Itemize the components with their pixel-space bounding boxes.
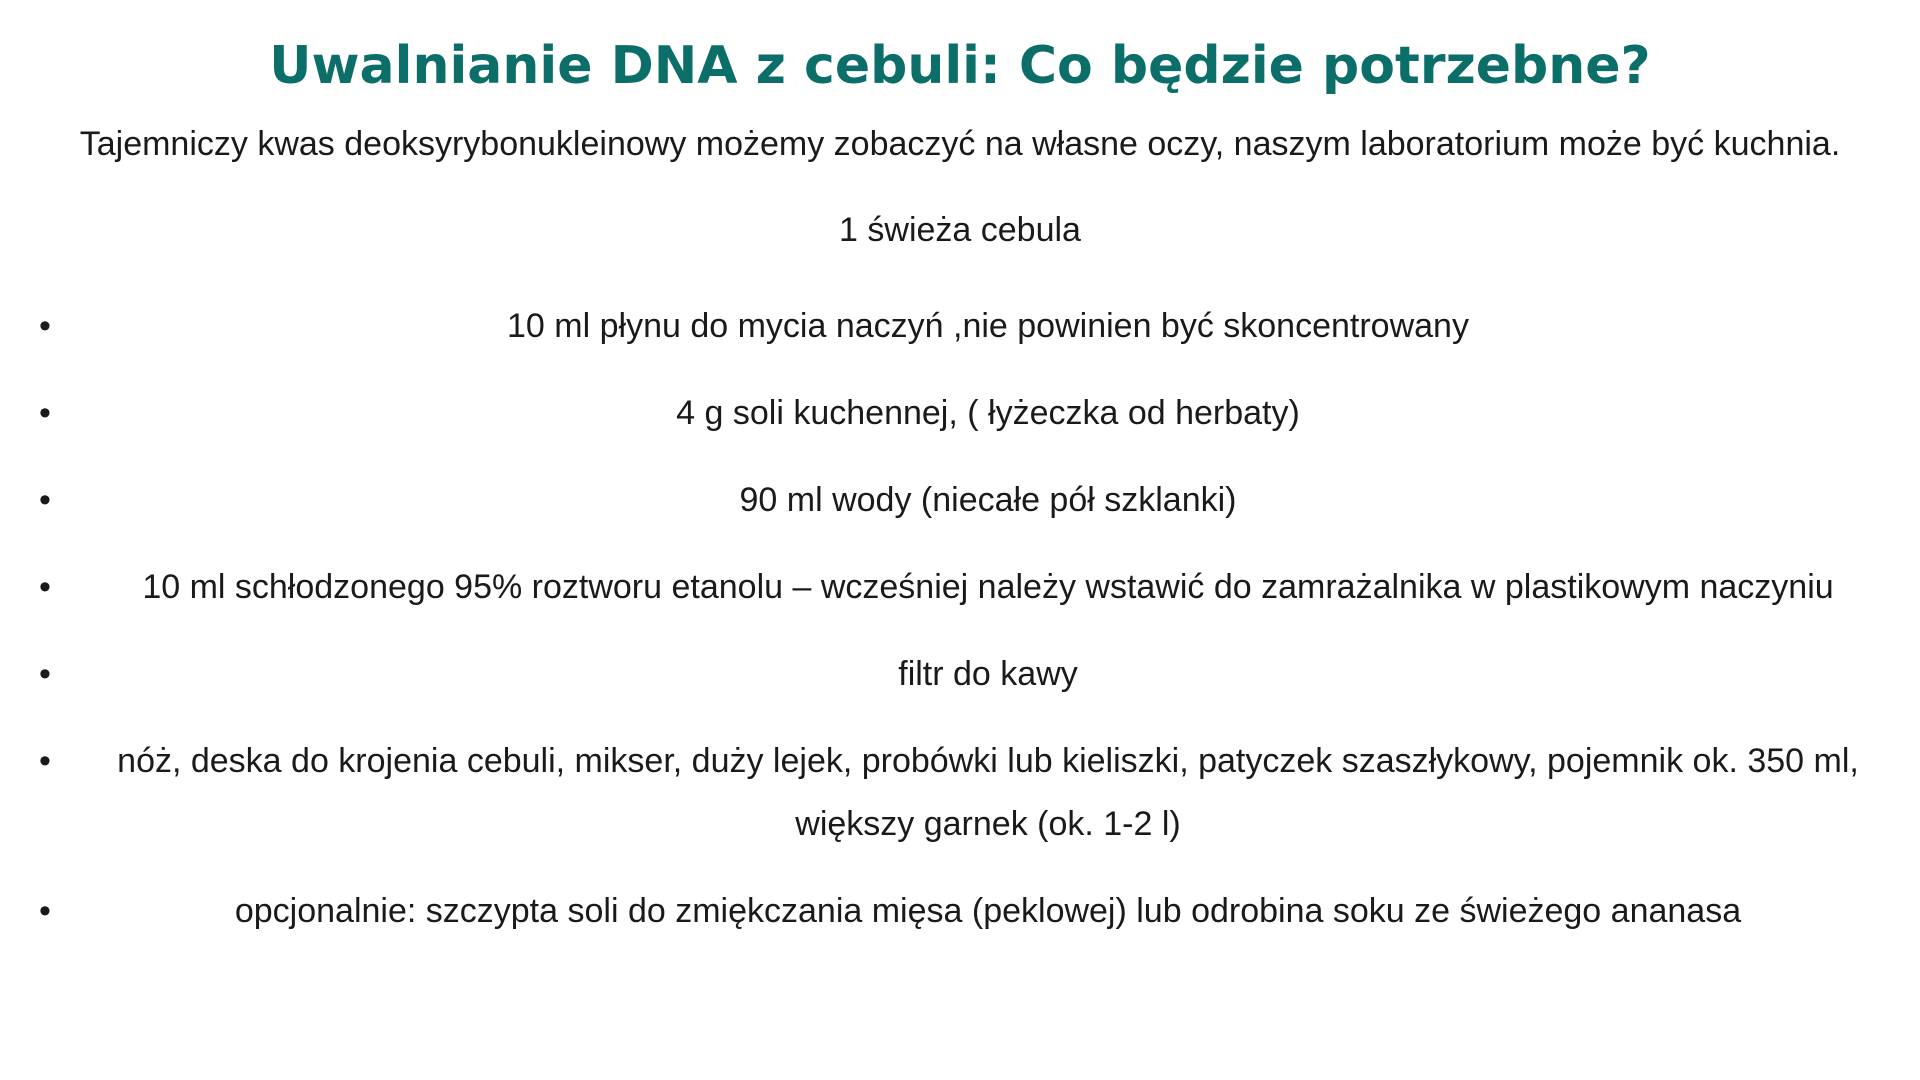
list-item: [0, 469, 1920, 532]
bullet-icon: •: [39, 481, 51, 519]
list-item-text: 10 ml płynu do mycia naczyń ,nie powinien być skoncentrowany: [507, 307, 1469, 345]
bullet-icon: •: [39, 742, 51, 780]
bullet-icon: •: [39, 655, 51, 693]
intro-text: Tajemniczy kwas deoksyrybonukleinowy możemy zobaczyć na własne oczy, naszym laboratorium może być kuchnia.: [79, 125, 1841, 163]
bullet-icon: •: [39, 892, 51, 930]
list-item-text: filtr do kawy: [898, 655, 1078, 693]
bullet-icon: •: [39, 568, 51, 606]
materials-list: [0, 295, 1920, 967]
list-item-text: nóż, deska do krojenia cebuli, mikser, duży lejek, probówki lub kieliszki, patyczek szaszłykowy, pojemnik ok. 350 ml, większy garnek (ok. 1-2 l): [117, 742, 1859, 843]
list-item-text: 4 g soli kuchennej, ( łyżeczka od herbaty): [676, 394, 1300, 432]
list-item-text: 90 ml wody (niecałe pół szklanki): [739, 481, 1237, 519]
list-item: [0, 382, 1920, 445]
list-item-first: 1 świeża cebula: [839, 211, 1081, 249]
bullet-icon: •: [39, 394, 51, 432]
list-item-text: 10 ml schłodzonego 95% roztworu etanolu – wcześniej należy wstawić do zamrażalnika w plastikowym naczyniu: [142, 568, 1834, 606]
list-item: [0, 643, 1920, 706]
list-item: [0, 730, 1920, 856]
list-item: [0, 880, 1920, 943]
list-item-text: opcjonalnie: szczypta soli do zmiękczania mięsa (peklowej) lub odrobina soku ze świeżego ananasa: [234, 892, 1742, 930]
page-title: Uwalnianie DNA z cebuli: Co będzie potrzebne?: [269, 36, 1651, 96]
list-item: [0, 556, 1920, 619]
list-item: [0, 295, 1920, 358]
bullet-icon: •: [39, 307, 51, 345]
